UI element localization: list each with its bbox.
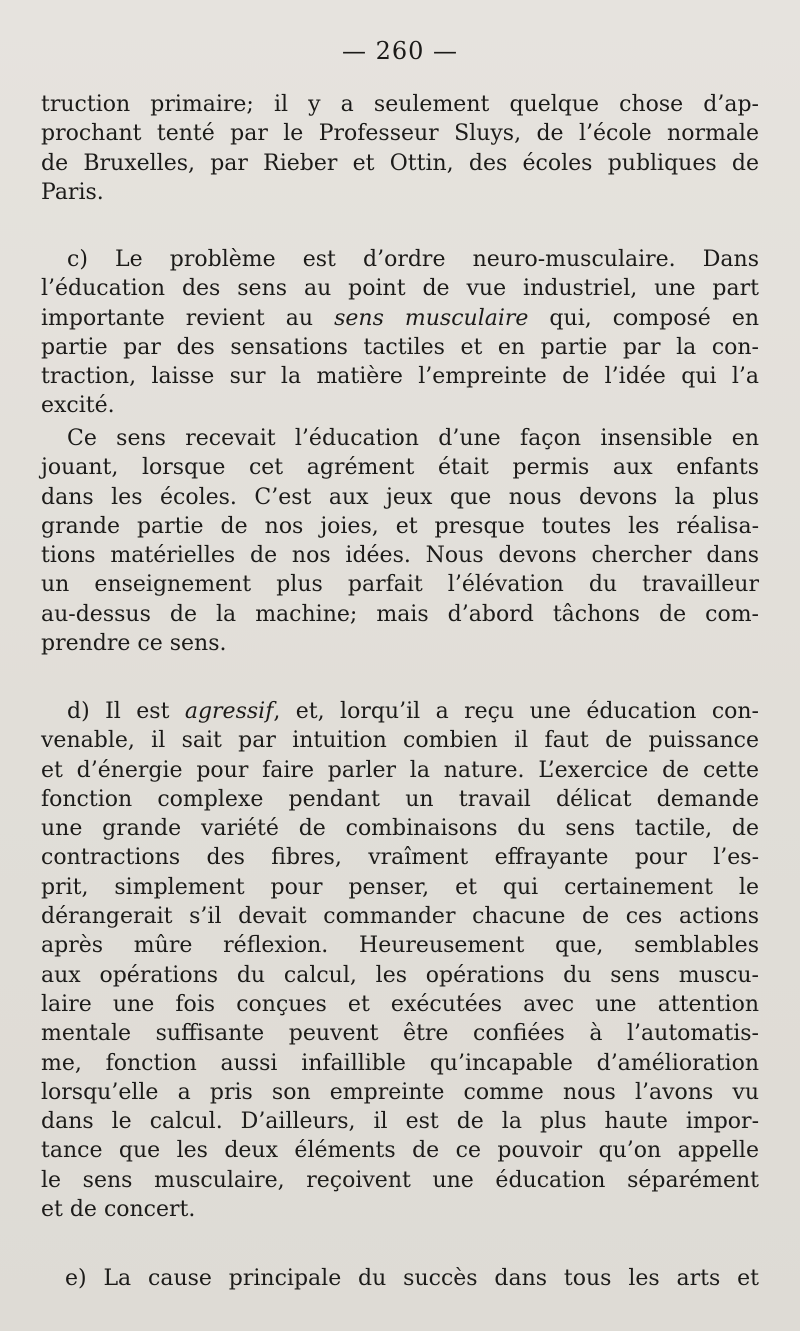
page-number: — 260 —: [341, 37, 459, 65]
text-line: une grande variété de combinaisons du sens tactile, de: [41, 816, 759, 842]
text-line: Paris.: [41, 179, 104, 205]
text-segment: d) Il est: [67, 699, 185, 724]
text-line: jouant, lorsque cet agrément était permis aux enfants: [41, 455, 759, 481]
text-line: prendre ce sens.: [41, 631, 227, 657]
paragraph-e: [41, 1264, 759, 1293]
text-line: me, fonction aussi infaillible qu’incapable d’amélioration: [41, 1050, 759, 1076]
paragraph-c: [41, 245, 759, 421]
text-segment: qui, composé en: [528, 305, 760, 331]
text-line: [41, 304, 759, 333]
text-line: fonction complexe pendant un travail délicat demande: [41, 786, 759, 812]
paragraph-ce-sens: [41, 424, 759, 658]
text-line: partie par des sensations tactiles et en partie par la con-: [41, 334, 759, 360]
text-line: un enseignement plus parfait l’élévation du travailleur: [41, 572, 759, 598]
text-line: e) La cause principale du succès dans tous les arts et: [65, 1266, 759, 1291]
text-line: aux opérations du calcul, les opérations du sens muscu-: [41, 962, 759, 988]
text-line: tions matérielles de nos idées. Nous devons chercher dans: [41, 543, 759, 569]
text-line: contractions des fibres, vraîment effrayante pour l’es-: [41, 845, 759, 871]
text-line: lorsqu’elle a pris son empreinte comme nous l’avons vu: [41, 1079, 759, 1105]
text-line: l’éducation des sens au point de vue industriel, une part: [41, 276, 759, 302]
text-line: excité.: [41, 393, 115, 419]
text-segment: , et, lorqu’il a reçu une éducation con-: [273, 699, 759, 724]
text-line: le sens musculaire, reçoivent une éducation séparément: [41, 1167, 759, 1193]
text-line: tance que les deux éléments de ce pouvoir qu’on appelle: [41, 1138, 759, 1164]
text-line: venable, il sait par intuition combien il faut de puissance: [41, 728, 759, 754]
text-line: traction, laisse sur la matière l’empreinte de l’idée qui l’a: [41, 364, 759, 390]
text-line: après mûre réflexion. Heureusement que, semblables: [41, 933, 759, 959]
paragraph-d: [41, 697, 759, 1224]
text-line: truction primaire; il y a seulement quelque chose d’ap-: [41, 92, 759, 117]
text-line: grande partie de nos joies, et presque toutes les réalisa-: [41, 513, 759, 539]
text-line: dans les écoles. C’est aux jeux que nous devons la plus: [41, 484, 759, 510]
text-line: et de concert.: [41, 1197, 196, 1223]
text-line: au-dessus de la machine; mais d’abord tâchons de com-: [41, 601, 759, 627]
text-line: prit, simplement pour penser, et qui certainement le: [41, 874, 759, 900]
text-line: [41, 697, 759, 726]
text-segment: importante revient au: [41, 305, 335, 331]
text-line: laire une fois conçues et exécutées avec une attention: [41, 991, 759, 1017]
text-line: mentale suffisante peuvent être confiées à l’automatis-: [41, 1021, 759, 1047]
paragraph-continuation: [41, 90, 759, 207]
text-line: prochant tenté par le Professeur Sluys, de l’école normale: [41, 121, 759, 147]
text-line: Ce sens recevait l’éducation d’une façon insensible en: [67, 426, 759, 451]
emphasis-text: sens musculaire: [334, 305, 529, 331]
text-line: dérangerait s’il devait commander chacune de ces actions: [41, 904, 759, 930]
text-line: et d’énergie pour faire parler la nature. L’exercice de cette: [41, 757, 759, 783]
text-line: c) Le problème est d’ordre neuro-musculaire. Dans: [67, 247, 759, 272]
emphasis-text: agressif: [184, 699, 274, 724]
text-line: de Bruxelles, par Rieber et Ottin, des écoles publiques de: [41, 150, 759, 176]
text-line: dans le calcul. D’ailleurs, il est de la plus haute impor-: [41, 1109, 759, 1135]
